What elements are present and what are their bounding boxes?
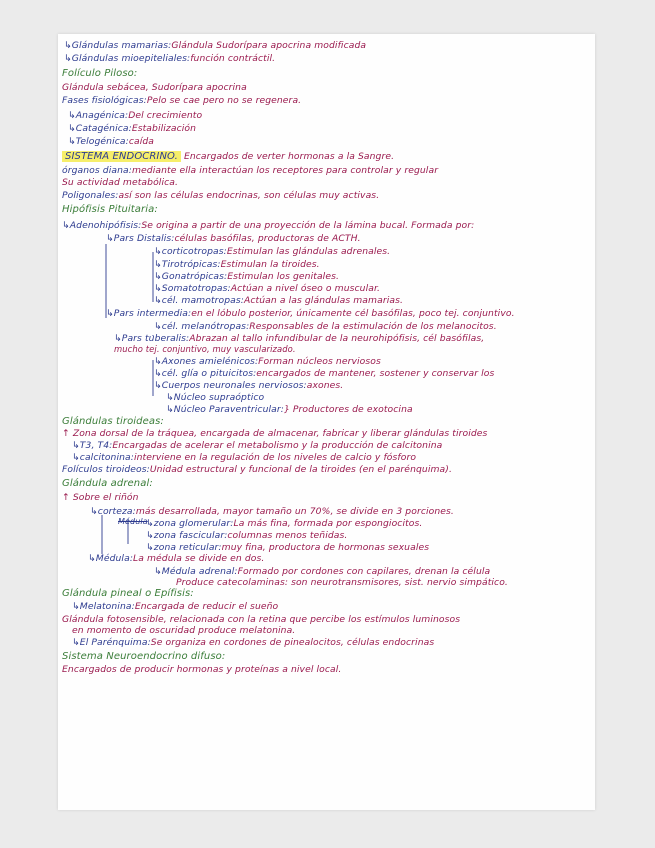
section-heading: Glándula pineal o Epífisis: [62,588,194,599]
section-heading: Sistema Neuroendocrino difuso: [62,651,226,662]
note-line: ↳zona reticular:muy fina, productora de hormonas sexuales [146,542,430,553]
note-line: Fases fisiológicas:Pelo se cae pero no se regenera. [62,95,302,106]
note-line: ↳cél. mamotropas:Actúan a las glándulas mamarias. [154,295,403,306]
note-line: ↳El Parénquima:Se organiza en cordones de pinealocitos, células endocrinas [72,637,435,648]
note-line: ↳Glándulas mamarias:Glándula Sudorípara apocrina modificada [64,40,367,51]
note-line: ↳Catagénica:Estabilización [68,123,197,134]
note-line: ↳Telogénica:caída [68,136,155,147]
note-line: ↳Tirotrópicas:Estimulan la tiroides. [154,259,320,270]
note-line: mucho tej. conjuntivo, muy vascularizado. [114,344,296,354]
note-line: ↳cél. glía o pituicitos:encargados de mantener, sostener y conservar los [154,368,495,379]
note-line: Produce catecolaminas: son neurotransmisores, sist. nervio simpático. [176,577,508,588]
struck-word: Médula [118,517,148,526]
note-line: ↳T3, T4:Encargadas de acelerar el metabolismo y la producción de calcitonina [72,440,443,451]
note-line: ↳corteza:más desarrollada, mayor tamaño un 70%, se divide en 3 porciones. [90,506,454,517]
note-line: ↳Gonatrópicas:Estimulan los genitales. [154,271,339,282]
note-line: ↳Pars tuberalis:Abrazan al tallo infundibular de la neurohipófisis, cél basófilas, [114,333,485,344]
note-line: Glándula sebácea, Sudorípara apocrina [62,82,247,93]
note-line: Su actividad metabólica. [62,177,179,188]
note-line: ↳Somatotropas:Actúan a nivel óseo o muscular. [154,283,381,294]
note-line: ↳cél. melanótropas:Responsables de la estimulación de los melanocitos. [154,321,497,332]
section-heading: Folículo Piloso: [62,68,138,79]
note-line: ↳Pars intermedia:en el lóbulo posterior, únicamente cél basófilas, poco tej. conjuntivo. [106,308,515,319]
note-line: ↳Médula adrenal:Formado por cordones con capilares, drenan la célula [154,566,491,577]
note-line: ↳Núcleo supraóptico [166,392,265,403]
note-line: ↳zona glomerular:La más fina, formada por espongiocitos. [146,518,423,529]
note-line: ↳Núcleo Paraventricular:} Productores de exotocina [166,404,413,415]
note-line: ↳corticotropas:Estimulan las glándulas adrenales. [154,246,391,257]
note-line: ↳Axones amielénicos:Forman núcleos nerviosos [154,356,381,367]
section-heading: Glándula adrenal: [62,478,153,489]
note-line: ↳calcitonina:interviene en la regulación de los niveles de calcio y fósforo [72,452,417,463]
note-line: Poligonales:así son las células endocrinas, son células muy activas. [62,190,380,201]
note-line: ↳Anagénica:Del crecimiento [68,110,203,121]
system-heading: SISTEMA ENDOCRINO. Encargados de verter hormonas a la Sangre. [62,151,394,162]
note-line: ↑ Sobre el riñón [62,492,139,503]
note-line: órganos diana:mediante ella interactúan los receptores para controlar y regular [62,165,439,176]
notebook-page [58,34,595,810]
note-line: ↳Melatonina:Encargada de reducir el sueño [72,601,279,612]
note-line: en momento de oscuridad produce melatonina. [72,625,296,636]
note-line: ↳zona fascicular:columnas menos teñidas. [146,530,348,541]
note-line: Glándula fotosensible, relacionada con la retina que percibe los estímulos luminosos [62,614,461,625]
note-line: ↳Cuerpos neuronales nerviosos:axones. [154,380,344,391]
note-line: ↳Adenohipófisis:Se origina a partir de una proyección de la lámina bucal. Formada por: [62,220,475,231]
note-line: ↳Médula:La médula se divide en dos. [88,553,265,564]
note-line: ↑ Zona dorsal de la tráquea, encargada de almacenar, fabricar y liberar glándulas tiroides [62,428,488,439]
section-heading: Glándulas tiroideas: [62,416,164,427]
note-line: Encargados de producir hormonas y proteínas a nivel local. [62,664,342,675]
note-line: ↳Pars Distalis:células basófilas, productoras de ACTH. [106,233,361,244]
section-heading: Hipófisis Pituitaria: [62,204,158,215]
note-line: ↳Glándulas mioepiteliales:función contráctil. [64,53,276,64]
note-line: Folículos tiroideos:Unidad estructural y funcional de la tiroides (en el parénquima). [62,464,452,475]
